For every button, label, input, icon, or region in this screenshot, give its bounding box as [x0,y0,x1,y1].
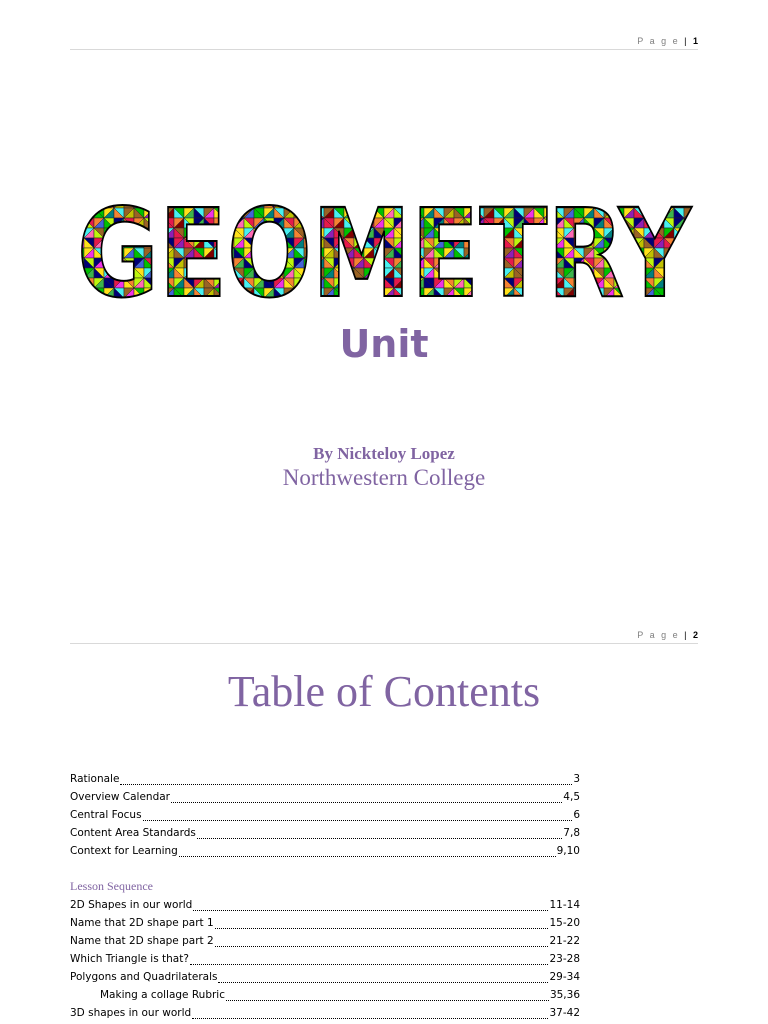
toc-entry[interactable]: Name that 2D shape part 2 21-22 [70,935,580,947]
page-separator: | [684,36,687,46]
toc-entry[interactable]: 3D shapes in our world 37-42 [70,1007,580,1019]
subtitle: Unit [339,322,429,366]
toc-entry[interactable]: Which Triangle is that? 23-28 [70,953,580,965]
page-number: 1 [692,36,698,46]
toc-entry[interactable]: Rationale 3 [70,773,580,785]
page-1-header [70,36,698,50]
page-label: P a g e [637,630,680,640]
toc-title: Table of Contents [227,667,541,716]
page-label: P a g e [637,36,680,46]
toc-entry[interactable]: 2D Shapes in our world 11-14 [70,899,580,911]
author-line: By Nickteloy Lopez [313,444,455,463]
toc-entry[interactable]: Central Focus 6 [70,809,580,821]
document-title: GEOMETRY [77,198,693,302]
page-separator: | [684,630,687,640]
toc-entry[interactable]: Overview Calendar 4,5 [70,791,580,803]
geometry-title-art [74,198,694,302]
lesson-sequence-list [70,876,580,1022]
page-number: 2 [692,630,698,640]
toc-entry[interactable]: Making a collage Rubric 35,36 [100,989,580,1001]
toc-entry[interactable]: Polygons and Quadrilaterals 29-34 [70,971,580,983]
toc-entry[interactable]: Context for Learning 9,10 [70,845,580,857]
toc-entry[interactable]: Name that 2D shape part 1 15-20 [70,917,580,929]
toc-list [70,770,580,860]
page-2-header [70,630,698,644]
college-name: Northwestern College [282,465,486,490]
lesson-sequence-heading: Lesson Sequence [70,879,153,893]
toc-entry[interactable]: Content Area Standards 7,8 [70,827,580,839]
